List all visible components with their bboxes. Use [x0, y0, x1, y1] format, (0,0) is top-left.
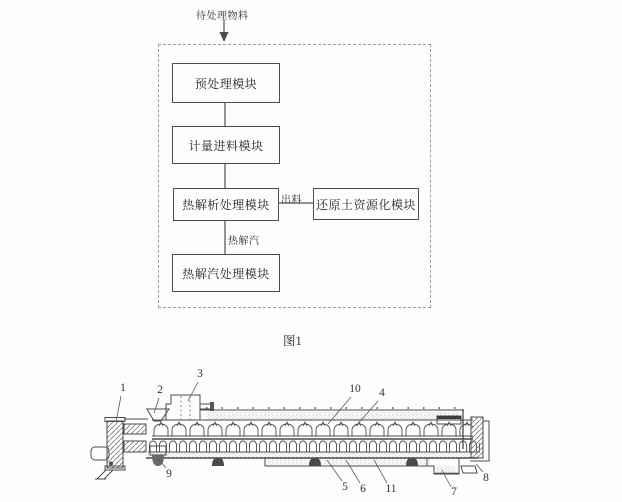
- flowchart-edge-label-vapor: 热解汽: [228, 236, 260, 247]
- part-label-8: 8: [483, 472, 489, 484]
- flowchart-box-pyrolysis: [173, 188, 279, 221]
- part-label-11: 11: [385, 483, 397, 495]
- hopper-side-pipe: [200, 404, 211, 409]
- flowchart-edge-label-outfeed: 出料: [281, 195, 302, 206]
- flowchart-box-metering: [172, 126, 280, 164]
- part-label-10: 10: [349, 383, 361, 395]
- flowchart-box-pretreatment: [172, 63, 280, 103]
- screw-flight-row-upper: [152, 420, 473, 436]
- leader-1: [116, 396, 121, 422]
- shell-insulation-band: [206, 412, 460, 420]
- flowchart-box-soil-recycle: [313, 188, 419, 220]
- flowchart-box-metering-label: 计量进料模块: [188, 138, 264, 153]
- flowchart-source-label: 待处理物料: [196, 11, 249, 22]
- top-pad-cap: [437, 416, 461, 419]
- part-label-2: 2: [157, 384, 163, 396]
- support-strut: [95, 470, 113, 479]
- lower-insulation-band: [148, 453, 478, 458]
- part-label-4: 4: [379, 387, 385, 399]
- casing-insulation: [266, 459, 430, 466]
- leader-8: [476, 464, 483, 472]
- vessel-shell: [146, 408, 480, 458]
- shaft-nut: [109, 462, 113, 466]
- drive-end-assembly: [91, 418, 148, 480]
- arrowhead-down-icon: [220, 32, 229, 42]
- part-label-6: 6: [360, 483, 366, 495]
- part-label-9: 9: [166, 468, 172, 480]
- part-label-5: 5: [342, 481, 348, 493]
- figure1-caption: 图1: [283, 334, 302, 348]
- drive-shaft: [91, 447, 109, 460]
- drain-dome: [152, 455, 164, 466]
- chute-insulation: [436, 466, 456, 473]
- lower-bearing-block: [124, 441, 146, 452]
- flowchart-box-pyrolysis-label: 热解析处理模块: [182, 198, 270, 212]
- upper-bearing-block: [124, 424, 146, 434]
- part-label-7: 7: [451, 486, 457, 498]
- screw-flight-row-lower: [148, 440, 480, 452]
- machine-drawing: [91, 382, 489, 487]
- chute-foot: [461, 466, 477, 473]
- leader-2: [154, 398, 159, 413]
- hopper-outline: [166, 395, 200, 420]
- flowchart-box-pretreatment-label: 预处理模块: [194, 76, 258, 91]
- part-label-3: 3: [197, 368, 203, 380]
- leader-3: [188, 382, 198, 401]
- end-flange: [471, 417, 483, 458]
- flowchart-box-vapor-treatment: [172, 254, 280, 292]
- flowchart-box-vapor-treatment-label: 热解汽处理模块: [182, 266, 270, 281]
- end-housing: [107, 421, 123, 468]
- part-label-1: 1: [120, 382, 126, 394]
- flowchart-box-soil-recycle-label: 还原土资源化模块: [315, 197, 416, 212]
